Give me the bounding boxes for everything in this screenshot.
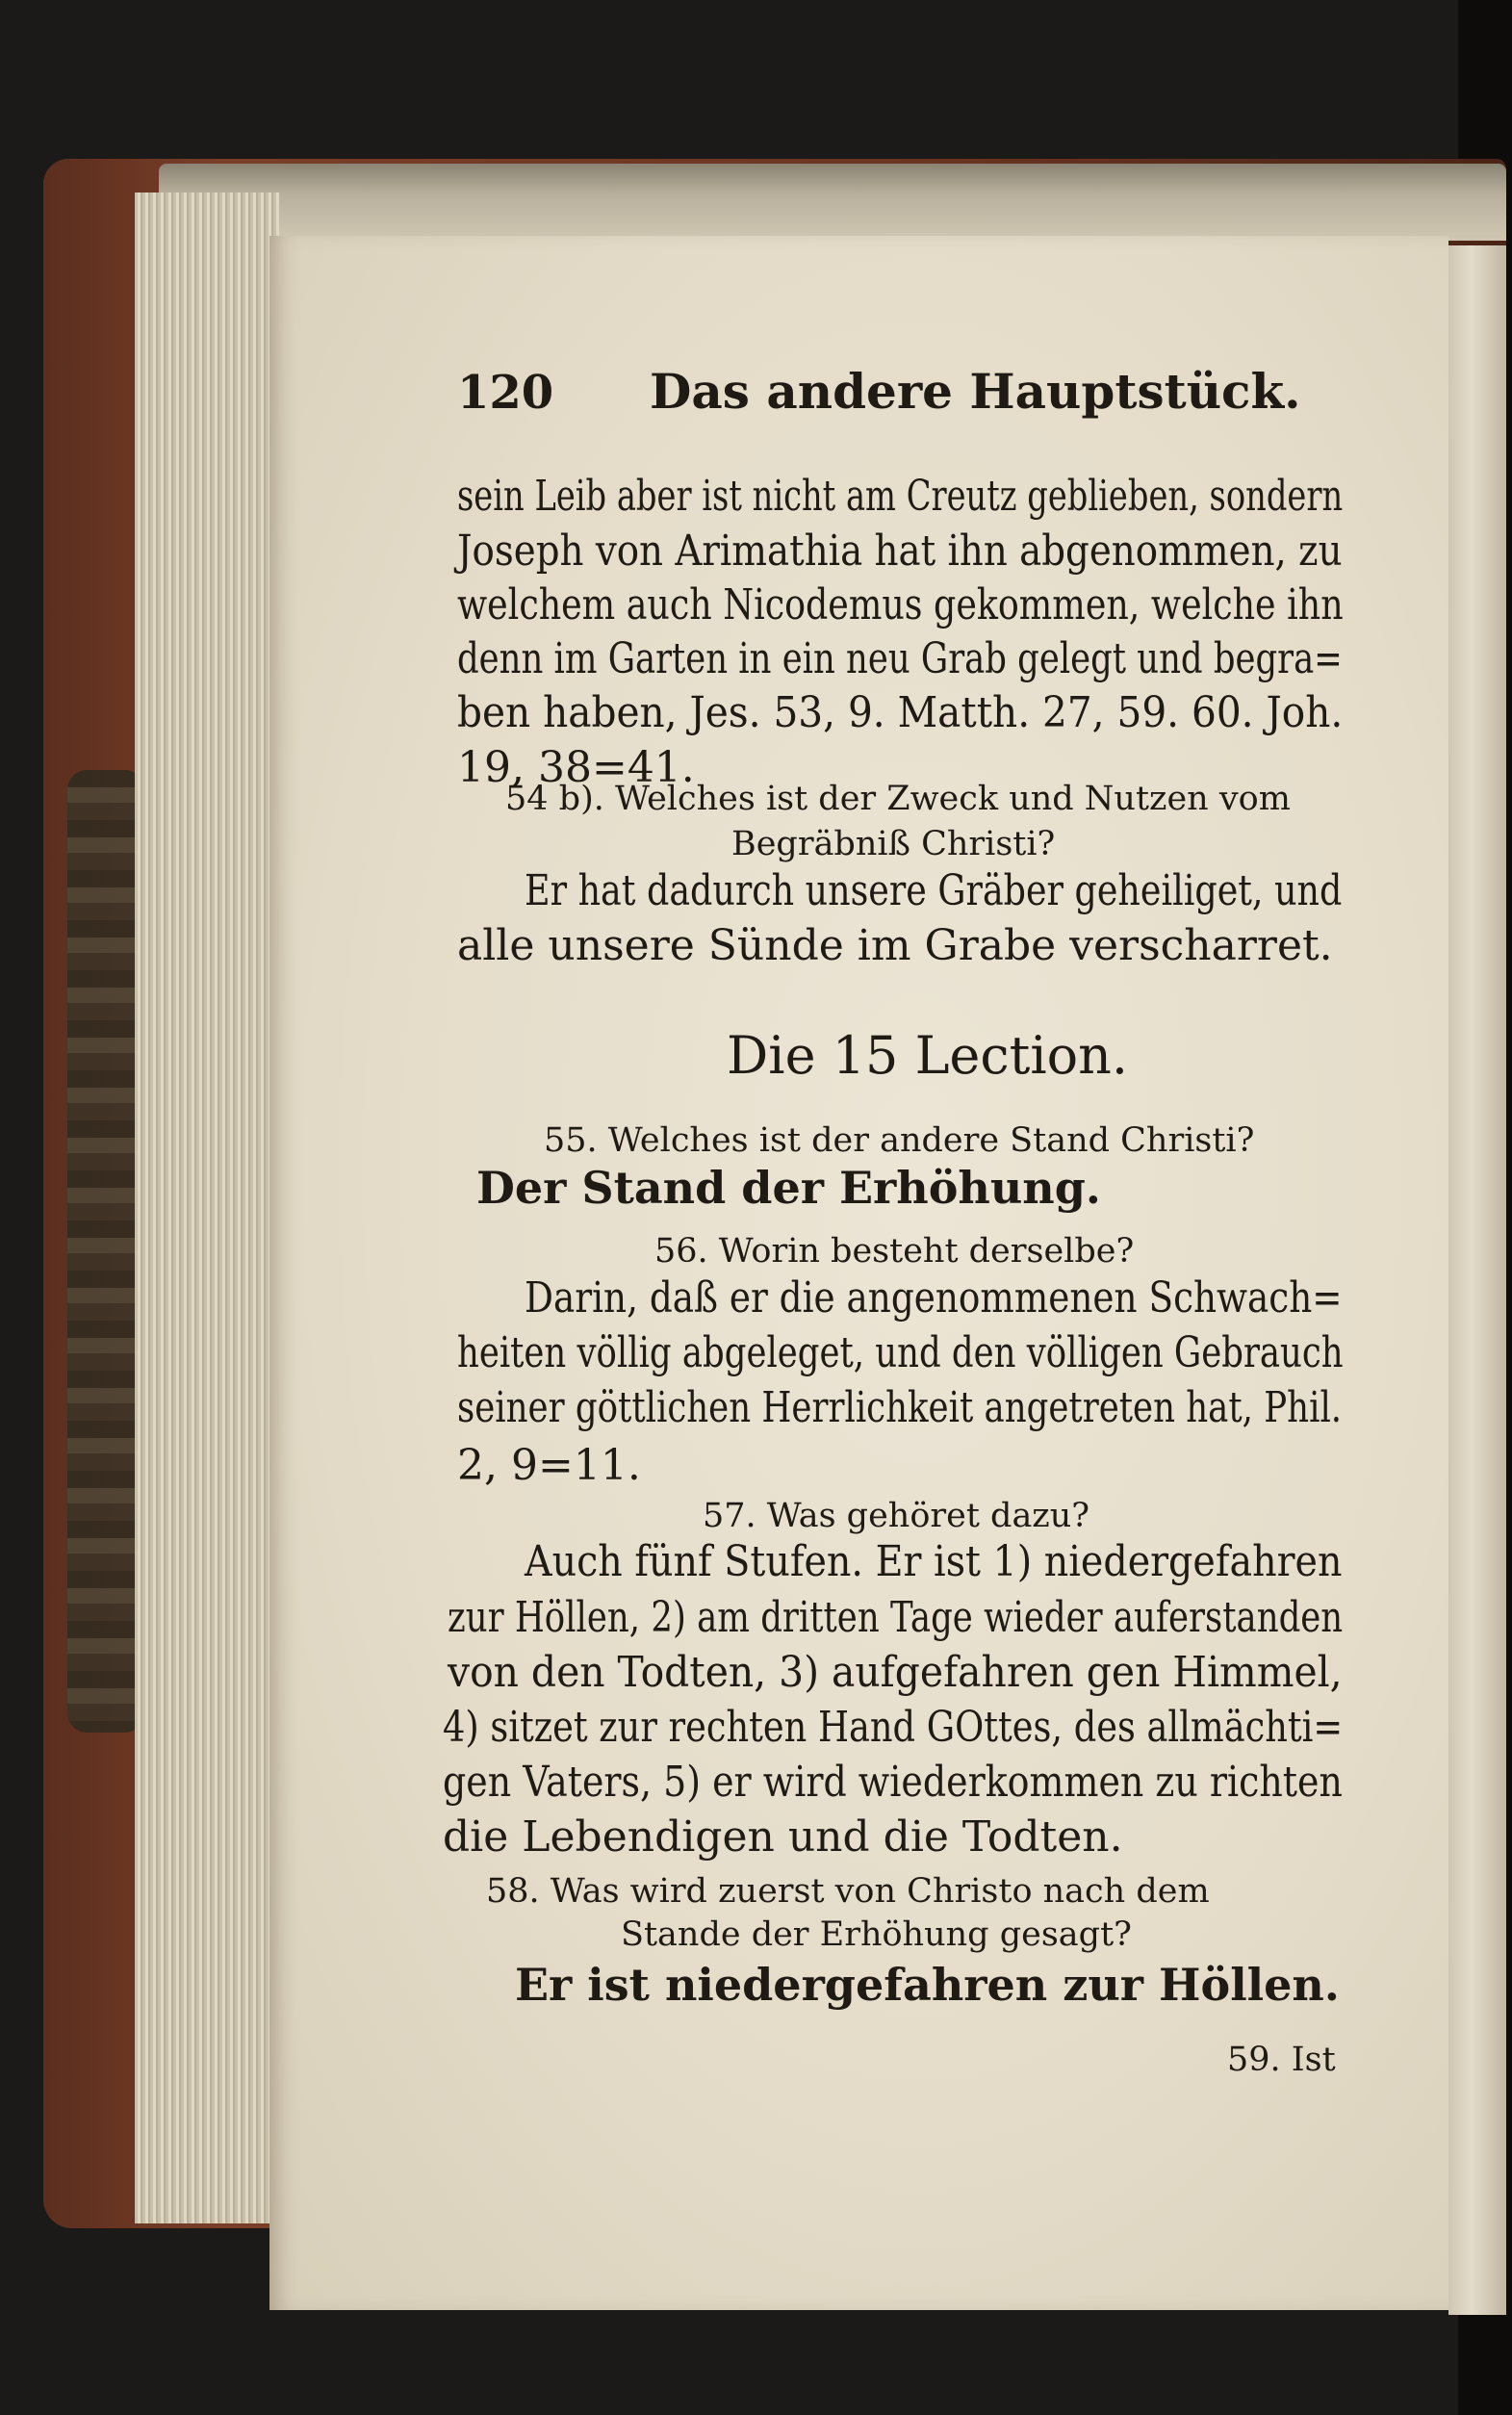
text-line: welchem auch Nicodemus gekommen, welche ihn bbox=[457, 580, 1344, 629]
facing-page-edge bbox=[1448, 245, 1506, 2315]
answer-line: zur Höllen, 2) am dritten Tage wieder auferstanden bbox=[448, 1593, 1344, 1642]
question-line: 58. Was wird zuerst von Christo nach dem bbox=[486, 1872, 1210, 1911]
answer-line: gen Vaters, 5) er wird wiederkommen zu richten bbox=[443, 1758, 1343, 1807]
answer-line: Auch fünf Stufen. Er ist 1) niedergefahren bbox=[525, 1537, 1343, 1586]
text-line: denn im Garten in ein neu Grab gelegt und begra= bbox=[457, 634, 1343, 683]
answer-line: 2, 9=11. bbox=[457, 1441, 641, 1490]
answer-line: Darin, daß er die angenommenen Schwach= bbox=[525, 1273, 1343, 1323]
text-line: 19, 38=41. bbox=[457, 743, 695, 792]
question-line: Stande der Erhöhung gesagt? bbox=[621, 1915, 1132, 1954]
text-line: sein Leib aber ist nicht am Creutz geblieben, sondern bbox=[457, 472, 1344, 521]
catchword: 59. Ist bbox=[1227, 2041, 1336, 2079]
question-line: 55. Welches ist der andere Stand Christi? bbox=[544, 1121, 1255, 1160]
question-line: 57. Was gehöret dazu? bbox=[703, 1497, 1090, 1535]
answer-line: von den Todten, 3) aufgefahren gen Himmel, bbox=[448, 1648, 1343, 1697]
question-line: 56. Worin besteht derselbe? bbox=[654, 1232, 1135, 1271]
page-number: 120 bbox=[457, 366, 554, 420]
section-heading: Die 15 Lection. bbox=[727, 1025, 1129, 1086]
page-stack-edge bbox=[135, 193, 279, 2223]
page-block-top-edge bbox=[159, 164, 1506, 241]
answer-line: alle unsere Sünde im Grabe verscharret. bbox=[457, 921, 1333, 970]
text-line: Joseph von Arimathia hat ihn abgenommen, zu bbox=[457, 527, 1343, 576]
answer-line: die Lebendigen und die Todten. bbox=[443, 1812, 1123, 1862]
answer-line: heiten völlig abgeleget, und den völligen Gebrauch bbox=[457, 1328, 1344, 1377]
answer-line: seiner göttlichen Herrlichkeit angetreten hat, Phil. bbox=[457, 1383, 1343, 1432]
answer-line: Er hat dadurch unsere Gräber geheiliget, und bbox=[525, 866, 1343, 915]
answer-line: Der Stand der Erhöhung. bbox=[476, 1162, 1101, 1214]
book-page bbox=[269, 236, 1448, 2310]
question-line: Begräbniß Christi? bbox=[731, 825, 1056, 863]
marbled-cover-edge bbox=[67, 770, 144, 1733]
question-line: 54 b). Welches ist der Zweck und Nutzen vom bbox=[505, 780, 1291, 818]
text-line: ben haben, Jes. 53, 9. Matth. 27, 59. 60. Joh. bbox=[457, 688, 1344, 737]
answer-line: Er ist niedergefahren zur Höllen. bbox=[515, 1959, 1340, 2011]
running-title: Das andere Hauptstück. bbox=[650, 363, 1301, 420]
answer-line: 4) sitzet zur rechten Hand GOttes, des allmächti= bbox=[443, 1703, 1344, 1752]
